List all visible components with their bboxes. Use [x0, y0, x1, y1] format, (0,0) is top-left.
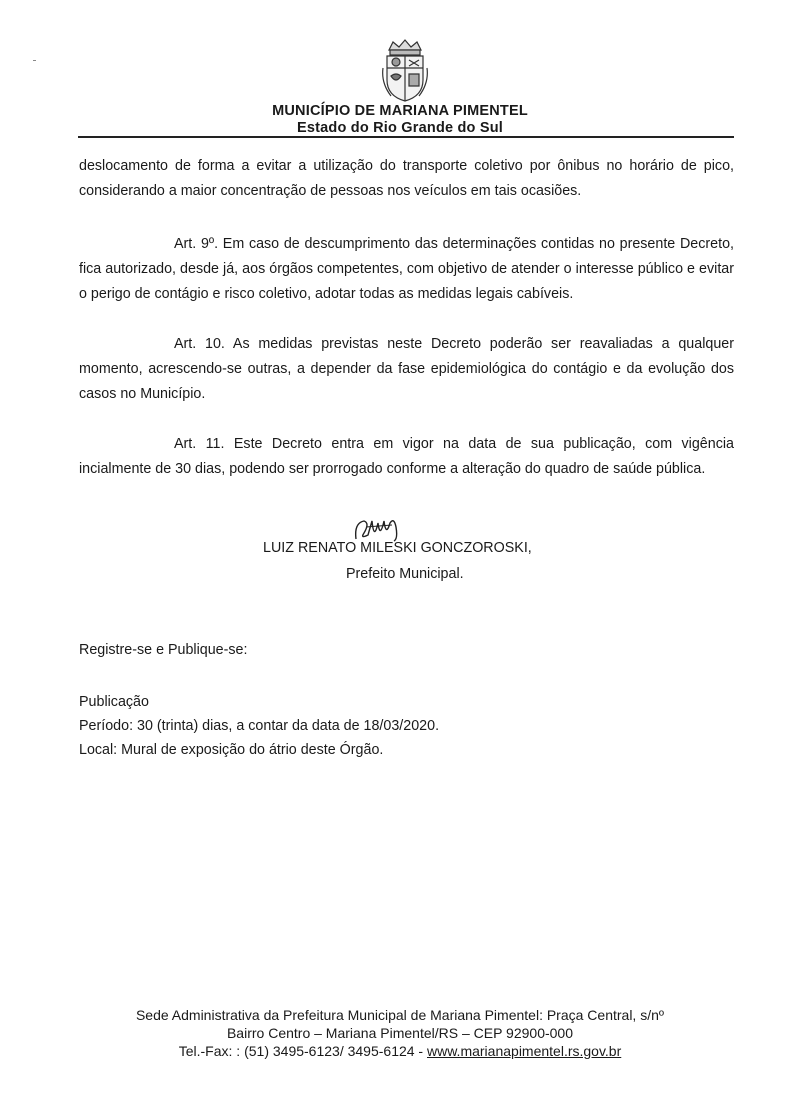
publication-period: Período: 30 (trinta) dias, a contar da data de 18/03/2020. [79, 718, 440, 734]
publication-place: Local: Mural de exposição do átrio deste Órgão. [79, 742, 384, 758]
municipality-title: MUNICÍPIO DE MARIANA PIMENTEL [272, 103, 528, 119]
article-11: Art. 11. Este Decreto entra em vigor na data de sua publicação, com vigência incialmente de 30 dias, podendo ser prorrogado conforme a alteração do quadro de saúde pública. [79, 436, 734, 477]
signatory-name: LUIZ RENATO MILESKI GONCZOROSKI, [263, 540, 532, 556]
footer-phone: Tel.-Fax: : (51) 3495-6123/ 3495-6124 - [178, 1043, 427, 1059]
header-divider [78, 136, 734, 138]
state-subtitle: Estado do Rio Grande do Sul [297, 120, 503, 136]
register-notice: Registre-se e Publique-se: [79, 642, 248, 658]
article-9: Art. 9º. Em caso de descumprimento das determinações contidas no presente Decreto, fica autorizado, desde já, aos órgãos competentes, com objetivo de atender o interesse público e evitar o perigo de contágio e risco coletivo, adotar todas as medidas legais cabíveis. [79, 236, 734, 302]
signatory-role: Prefeito Municipal. [346, 566, 464, 582]
paragraph-continuation: deslocamento de forma a evitar a utilização do transporte coletivo por ônibus no horário de pico, considerando a maior concentração de pessoas nos veículos em tais ocasiões. [79, 158, 734, 199]
publication-heading: Publicação [79, 694, 149, 710]
website-link[interactable]: www.marianapimentel.rs.gov.br [427, 1043, 622, 1059]
scan-speck [33, 60, 36, 61]
footer-address: Sede Administrativa da Prefeitura Municipal de Mariana Pimentel: Praça Central, s/nº [135, 1007, 665, 1023]
article-10: Art. 10. As medidas previstas neste Decreto poderão ser reavaliadas a qualquer momento, acrescendo-se outras, a depender da fase epidemiológica do contágio e da evolução dos casos no Município. [79, 336, 734, 402]
footer-contact [0, 1042, 800, 1060]
coat-of-arms-icon [381, 38, 429, 104]
footer-district: Bairro Centro – Mariana Pimentel/RS – CEP 92900-000 [226, 1025, 574, 1041]
